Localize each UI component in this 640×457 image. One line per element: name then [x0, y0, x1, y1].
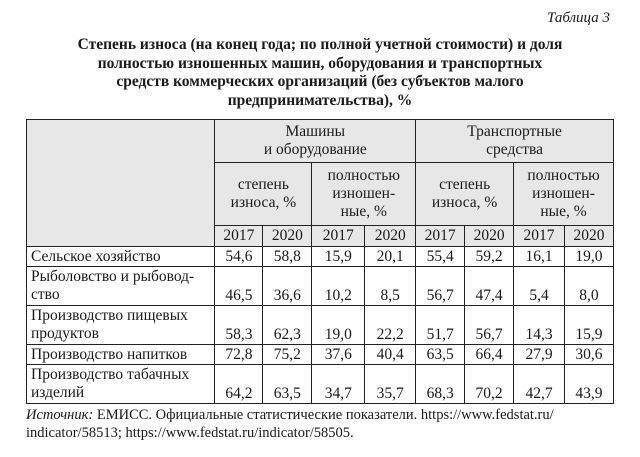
value-cell: 19,0: [564, 247, 613, 267]
value-cell: 56,7: [465, 306, 514, 345]
title-line: средств коммерческих организаций (без субъектов малого: [116, 73, 524, 90]
value-cell: 70,2: [465, 365, 514, 404]
source-note: [26, 406, 616, 442]
value-cell: 55,4: [416, 247, 465, 267]
value-cell: 5,4: [514, 267, 565, 306]
table-row: [27, 247, 614, 267]
value-cell: 40,4: [365, 345, 416, 365]
row-label-text: Производство пищевых: [31, 307, 188, 324]
header-text: полностью: [527, 167, 600, 184]
header-wear-degree: [416, 163, 514, 226]
value-cell: 68,3: [416, 365, 465, 404]
header-text: износа, %: [431, 194, 498, 211]
header-group-transport: [416, 120, 614, 163]
row-label-text: изделий: [31, 384, 85, 401]
year-header: 2020: [564, 226, 613, 247]
value-cell: 10,2: [312, 267, 365, 306]
value-cell: 27,9: [514, 345, 565, 365]
title-line: Степень износа (на конец года; по полной учетной стоимости) и доля: [77, 36, 563, 53]
header-text: износа, %: [230, 194, 297, 211]
table-title: [26, 36, 614, 110]
table-row: [27, 267, 614, 306]
source-text: ЕМИСС. Официальные статистические показатели. https://www.fedstat.ru/: [93, 407, 554, 423]
value-cell: 20,1: [365, 247, 416, 267]
source-label: Источник:: [26, 407, 94, 423]
row-label: [27, 247, 215, 267]
value-cell: 46,5: [215, 267, 263, 306]
source-text: indicator/58513; https://www.fedstat.ru/indicator/58505.: [26, 425, 354, 441]
row-label: [27, 306, 215, 345]
row-label: [27, 345, 215, 365]
year-header: 2017: [312, 226, 365, 247]
data-table: [26, 119, 614, 404]
table-number-label: Таблица 3: [547, 10, 610, 26]
value-cell: 37,6: [312, 345, 365, 365]
header-text: степень: [237, 176, 289, 193]
value-cell: 16,1: [514, 247, 565, 267]
value-cell: 8,0: [564, 267, 613, 306]
header-text: Транспортные: [467, 123, 562, 140]
value-cell: 72,8: [215, 345, 263, 365]
header-text: степень: [439, 176, 491, 193]
header-text: изношен-: [332, 185, 396, 202]
value-cell: 54,6: [215, 247, 263, 267]
row-label-text: Рыболовство и рыбовод-: [31, 268, 195, 285]
row-label-text: Сельское хозяйство: [31, 247, 161, 265]
header-text: ные, %: [340, 203, 387, 220]
value-cell: 58,3: [215, 306, 263, 345]
value-cell: 66,4: [465, 345, 514, 365]
row-label-text: ство: [31, 286, 60, 303]
value-cell: 56,7: [416, 267, 465, 306]
value-cell: 62,3: [263, 306, 312, 345]
header-text: ные, %: [540, 203, 587, 220]
value-cell: 36,6: [263, 267, 312, 306]
title-line: предпринимательства), %: [227, 91, 413, 109]
value-cell: 51,7: [416, 306, 465, 345]
header-text: и оборудование: [263, 141, 367, 158]
value-cell: 59,2: [465, 247, 514, 267]
table-row: [27, 306, 614, 345]
header-corner-cell: [27, 120, 215, 247]
value-cell: 22,2: [365, 306, 416, 345]
value-cell: 43,9: [564, 365, 613, 404]
year-header: 2020: [365, 226, 416, 247]
year-header: 2020: [263, 226, 312, 247]
header-wear-degree: [215, 163, 312, 226]
value-cell: 15,9: [564, 306, 613, 345]
title-line: полностью изношенных машин, оборудования и транспортных: [97, 54, 543, 72]
row-label-text: продуктов: [31, 325, 99, 342]
header-fully-worn: [514, 163, 614, 226]
value-cell: 14,3: [514, 306, 565, 345]
table-row: [27, 345, 614, 365]
value-cell: 63,5: [416, 345, 465, 365]
value-cell: 63,5: [263, 365, 312, 404]
header-text: полностью: [327, 167, 400, 184]
row-label: [27, 267, 215, 306]
year-header: 2020: [465, 226, 514, 247]
value-cell: 42,7: [514, 365, 565, 404]
value-cell: 58,8: [263, 247, 312, 267]
header-fully-worn: [312, 163, 416, 226]
header-text: изношен-: [532, 185, 595, 202]
year-header: 2017: [416, 226, 465, 247]
value-cell: 75,2: [263, 345, 312, 365]
value-cell: 64,2: [215, 365, 263, 404]
table-row: [27, 365, 614, 404]
header-text: средства: [486, 141, 543, 158]
value-cell: 34,7: [312, 365, 365, 404]
row-label-text: Производство напитков: [31, 345, 188, 363]
header-text: Машины: [285, 123, 346, 140]
value-cell: 35,7: [365, 365, 416, 404]
row-label-text: Производство табачных: [31, 366, 190, 383]
value-cell: 30,6: [564, 345, 613, 365]
value-cell: 15,9: [312, 247, 365, 267]
year-header: 2017: [514, 226, 565, 247]
header-group-machines: [215, 120, 416, 163]
year-header: 2017: [215, 226, 263, 247]
value-cell: 19,0: [312, 306, 365, 345]
value-cell: 8,5: [365, 267, 416, 306]
row-label: [27, 365, 215, 404]
value-cell: 47,4: [465, 267, 514, 306]
